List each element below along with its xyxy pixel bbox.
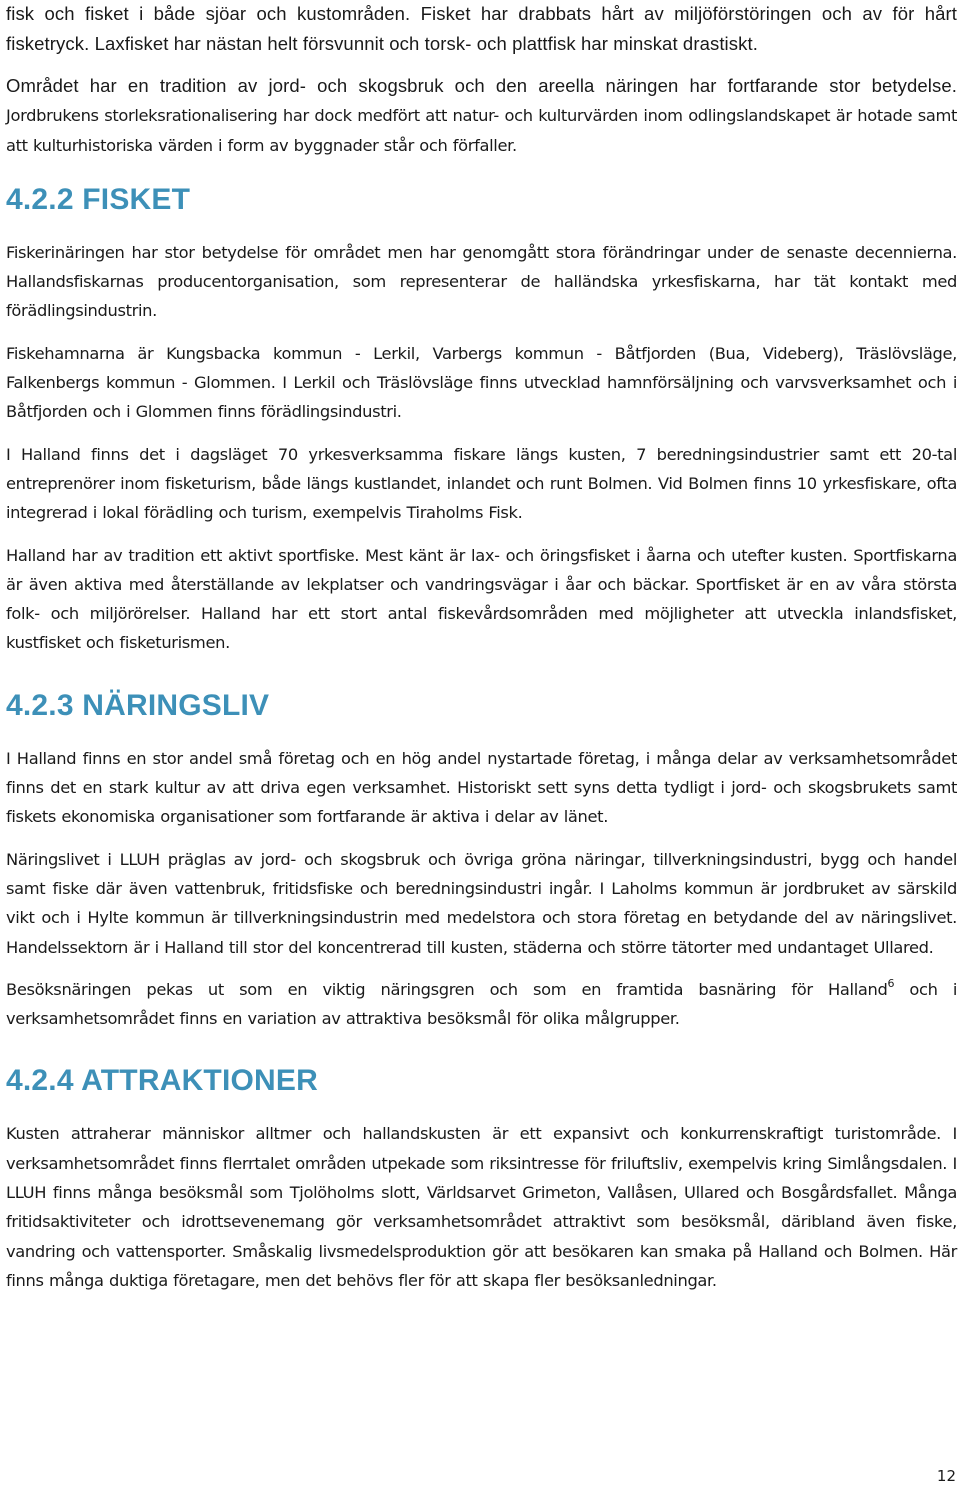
heading-fisket: 4.2.2 FISKET — [6, 182, 191, 216]
besoksnaringen-text-1: Besöksnäringen pekas ut som en viktig näringsgren och som en framtida basnäring för Halland — [6, 979, 888, 999]
paragraph-sportfiske: Halland har av tradition ett aktivt sportfiske. Mest känt är lax- och öringsfisket i åarna och utefter kusten. Sportfiskarna är även aktiva med återställande av lekplatser och vandringsvägar i åar och bäckar. Sportfisket är en av våra största folk- och miljörörelser. Halland har ett stort antal fiskevårdsområden med möjligheter att utveckla inlandsfisket, kustfisket och fisketurismen. — [6, 545, 957, 653]
paragraph-fiskerinaringen: Fiskerinäringen har stor betydelse för området men har genomgått stora förändringar under de senaste decennierna. Hallandsfiskarnas producentorganisation, som representerar de halländska yrkesfiskarna, har tät kontakt med förädlingsindustrin. — [6, 242, 957, 321]
paragraph-fisk-intro: fisk och fisket i både sjöar och kustområden. Fisket har drabbats hårt av miljöförstöringen och av för hårt fisketryck. Laxfisket har nästan helt försvunnit och torsk- och plattfisk har minskat drastiskt. — [6, 3, 957, 54]
paragraph-fiskehamnarna: Fiskehamnarna är Kungsbacka kommun - Lerkil, Varbergs kommun - Båtfjorden (Bua, Videberg), Träslövsläge, Falkenbergs kommun - Glommen. I Lerkil och Träslövsläge finns utvecklad hamnförsäljning och varvsverksamhet och i Båtfjorden och i Glommen finns förädlingsindustri. — [6, 343, 957, 422]
document-page — [6, 0, 957, 1295]
paragraph-sma-foretag: I Halland finns en stor andel små företag och en hög andel nystartade företag, i många delar av verksamhetsområdet finns det en stark kultur av att driva egen verksamhet. Historiskt sett syns detta tydligt i jord- och skogsbrukets samt fiskets ekonomiska organisationer som fortfarande är aktiva i delar av länet. — [6, 748, 957, 827]
paragraph-jord-skogsbruk-part2: Jordbrukens storleksrationalisering har dock medfört att natur- och kulturvärden inom odlingslandskapet är hotade samt att kulturhistoriska värden i form av byggnader står och förfaller. — [6, 106, 957, 155]
heading-attraktioner: 4.2.4 ATTRAKTIONER — [6, 1064, 318, 1098]
paragraph-jord-skogsbruk-part1: Området har en tradition av jord- och skogsbruk och den areella näringen har fortfarande stor betydelse. — [6, 75, 957, 96]
paragraph-yrkesfiskare: I Halland finns det i dagsläget 70 yrkesverksamma fiskare längs kusten, 7 beredningsindustrier samt ett 20-tal entreprenörer inom fisketurism, både längs kustlandet, inlandet och runt Bolmen. Vid Bolmen finns 10 yrkesfiskare, ofta integrerad i lokal förädling och turism, exempelvis Tiraholms Fisk. — [6, 444, 957, 523]
paragraph-besoksnaringen — [6, 975, 957, 1034]
paragraph-kusten: Kusten attraherar människor alltmer och hallandskusten är ett expansivt och konkurrenskraftigt turistområde. I verksamhetsområdet finns flerrtalet områden utpekade som riksintresse för friluftsliv, exempelvis kring Simlångsdalen. I LLUH finns många besöksmål som Tjolöholms slott, Världsarvet Grimeton, Vallåsen, Ullared och Bosgårdsfallet. Många fritidsaktiviteter och idrottsevenemang gör verksamhetsområdet attraktivt som besöksmål, däribland även fiske, vandring och vattensporter. Småskalig livsmedelsproduktion gör att besökaren kan smaka på Halland och Bolmen. Här finns många duktiga företagare, men det behövs fler för att skapa fler besöksanledningar. — [6, 1124, 957, 1290]
paragraph-naringslivet-lluh: Näringslivet i LLUH präglas av jord- och skogsbruk och övriga gröna näringar, tillverkningsindustri, bygg och handel samt fiske där även vattenbruk, fritidsfiske och beredningsindustri ingår. I Laholms kommun är jordbruket av särskild vikt och i Hylte kommun är tillverkningsindustrin med medelstora och stora företag en betydande del av näringslivet. Handelssektorn är i Halland till stor del koncentrerad till kusten, städerna och större tätorter med undantaget Ullared. — [6, 849, 957, 957]
page-number: 12 — [936, 1467, 956, 1485]
besoksnaringen-text-2: och i verksamhetsområdet finns en variation av attraktiva besöksmål för olika målgrupper. — [6, 979, 957, 1029]
paragraph-jord-skogsbruk — [6, 71, 957, 160]
heading-naringsliv: 4.2.3 NÄRINGSLIV — [6, 688, 270, 722]
footnote-marker[interactable]: 6 — [887, 976, 895, 990]
